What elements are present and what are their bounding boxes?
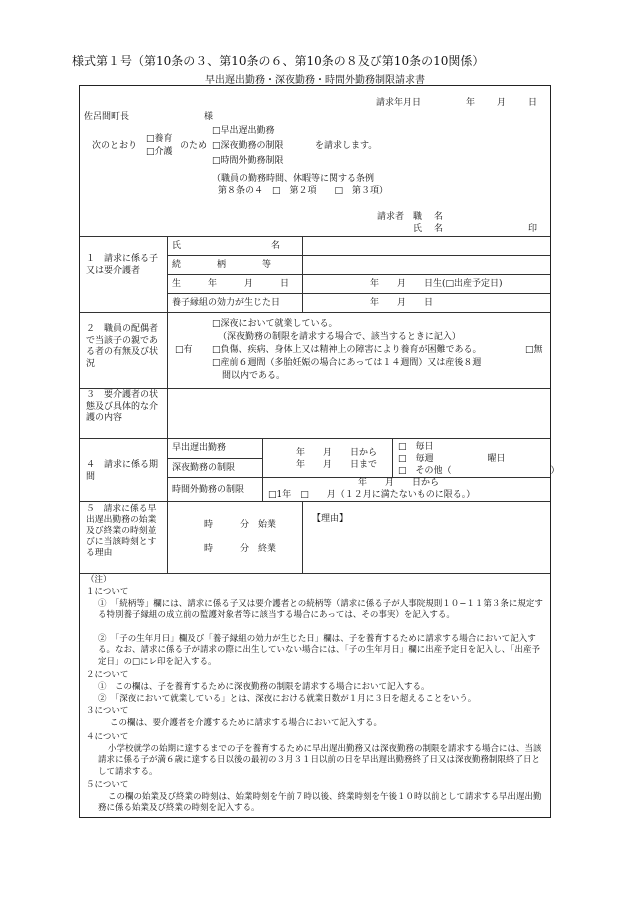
s2-yes-checkbox[interactable]: □有 [175, 345, 193, 355]
s1-adoption-value[interactable]: 年 月 日 [370, 298, 434, 308]
seal-mark: 印 [528, 224, 538, 234]
notes-heading: （注） [86, 575, 112, 585]
s2-label: ２ 職員の配偶者で当該子の親である者の有無及び状況 [86, 324, 159, 369]
s4-overtime-period[interactable]: □1年 □ 月（１２月に満たないものに限る。） [268, 490, 476, 500]
ikuji-checkbox[interactable]: □養育 [146, 134, 173, 144]
s1-relation-label: 続 柄 等 [172, 260, 272, 270]
s1-adoption-label: 養子縁組の効力が生じた日 [172, 298, 281, 308]
s4-overtime-from[interactable]: 年 月 日から [358, 478, 440, 488]
s4-freq-other[interactable]: □ その他（ ） [398, 466, 560, 476]
s2-line3[interactable]: □負傷、疾病、身体上又は精神上の障害により養育が困難である。 [212, 345, 482, 355]
note-3-body: この欄は、要介護者を介護するために請求する場合において記入する。 [110, 718, 383, 728]
opt-overtime-limit-checkbox[interactable]: □時間外勤務制限 [212, 156, 284, 166]
date-day: 日 [528, 98, 538, 108]
s4-early-late-label: 早出遅出勤務 [172, 443, 227, 453]
s4-night-label: 深夜勤務の制限 [172, 463, 236, 473]
form-title: 早出遅出勤務・深夜勤務・時間外勤務制限請求書 [205, 75, 425, 86]
tsugi-no-toori: 次のとおり [92, 141, 138, 151]
shi-label: 氏 [413, 224, 423, 234]
note-4-body: 小学校就学の始期に達するまでの子を養育するために早出遅出勤務又は深夜勤務の制限を請求する場合には、当該請求に係る子が満６歳に達する日以後の最初の３月３１日以前の日を早出遅出勤務終了日又は深夜勤務制限終了日として請求する。 [98, 744, 542, 777]
requester-label: 請求者 [377, 212, 405, 222]
note-2-2: ② 「深夜において就業している」とは、深夜における就業日数が１月に３日を超えることをいう。 [98, 694, 477, 704]
note-1-1: ① 「続柄等」欄には、請求に係る子又は要介護者との続柄等（請求に係る子が人事院規則１０−１１第３条に規定する特別養子縁組の成立前の監護対象者等に該当する場合にあっては、その事実）を記入する。 [98, 599, 543, 621]
s4-from-date[interactable]: 年 月 日から [296, 448, 378, 458]
s1-name-label: 氏 名 [172, 241, 281, 251]
s3-label: ３ 要介護者の状態及び具体的な介護の内容 [86, 390, 159, 423]
s2-line5: 間以内である。 [222, 371, 286, 381]
s2-line1[interactable]: □深夜において就業している。 [212, 319, 338, 329]
s2-line2: （深夜勤務の制限を請求する場合で、該当するときに記入） [218, 332, 461, 342]
no-tame: のため [180, 141, 208, 151]
s4-overtime-label: 時間外勤務の制限 [172, 485, 245, 495]
seikyu-text: を請求します。 [315, 141, 378, 151]
kaigo-checkbox[interactable]: □介護 [146, 147, 173, 157]
s5-label: ５ 請求に係る早出遅出勤務の始業及び終業の時刻並びに当該時刻とする理由 [86, 504, 157, 558]
shoku-label: 職 [413, 212, 423, 222]
s4-freq-daily[interactable]: □ 毎日 [398, 442, 434, 452]
s5-end-time[interactable]: 時 分 終業 [204, 544, 277, 554]
date-month: 月 [497, 98, 507, 108]
s4-to-date[interactable]: 年 月 日まで [296, 460, 378, 470]
regulation-line1: （職員の勤務時間、休暇等に関する条例 [212, 174, 375, 184]
shimei-label: 名 [434, 224, 444, 234]
s4-label: ４ 請求に係る期間 [86, 460, 159, 482]
note-1-2: ② 「子の生年月日」欄及び「養子縁組の効力が生じた日」欄は、子を養育するために請求する場合において記入する。なお、請求に係る子が請求の際に出生していない場合には、「子の生年月日」欄に出産予定日を記入し、「出産予定日」の□にレ印を記入する。 [98, 634, 541, 667]
shoku-mei-label: 名 [434, 212, 444, 222]
s1-label: １ 請求に係る子又は要介護者 [86, 254, 159, 276]
regulation-line2: 第８条の４ □ 第２項 □ 第３項） [218, 186, 389, 196]
s1-birth-label: 生 年 月 日 [172, 279, 290, 289]
note-4-heading: ４について [86, 732, 129, 742]
note-1-heading: １について [86, 587, 129, 597]
note-5-body: この欄の始業及び終業の時刻は、始業時刻を午前７時以後、終業時刻を午後１０時以前として請求する早出遅出勤務に係る始業及び終業の時刻を記入する。 [98, 792, 542, 814]
s5-reason-label: 【理由】 [312, 514, 349, 524]
s1-birth-value[interactable]: 年 月 日生(□出産予定日) [370, 279, 503, 289]
addressee-honorific: 様 [204, 112, 214, 122]
date-year: 年 [466, 98, 476, 108]
request-form [79, 85, 560, 818]
note-3-heading: ３について [86, 706, 129, 716]
note-2-heading: ２について [86, 670, 129, 680]
s2-line4[interactable]: □産前６週間（多胎妊娠の場合にあっては１４週間）又は産後８週 [212, 358, 482, 368]
form-number-header: 様式第１号（第10条の３、第10条の６、第10条の８及び第10条の10関係） [72, 54, 485, 68]
addressee: 佐呂間町長 [84, 112, 130, 122]
opt-early-late-checkbox[interactable]: □早出遅出勤務 [212, 126, 275, 136]
note-5-heading: ５について [86, 780, 129, 790]
opt-night-limit-checkbox[interactable]: □深夜勤務の制限 [212, 141, 284, 151]
s5-start-time[interactable]: 時 分 始業 [204, 520, 277, 530]
note-2-1: ① この欄は、子を養育するために深夜勤務の制限を請求する場合において記入する。 [98, 682, 430, 692]
s2-no-checkbox[interactable]: □無 [525, 345, 543, 355]
request-date-label: 請求年月日 [376, 98, 422, 108]
s4-freq-weekly[interactable]: □ 毎週 曜日 [398, 454, 506, 464]
